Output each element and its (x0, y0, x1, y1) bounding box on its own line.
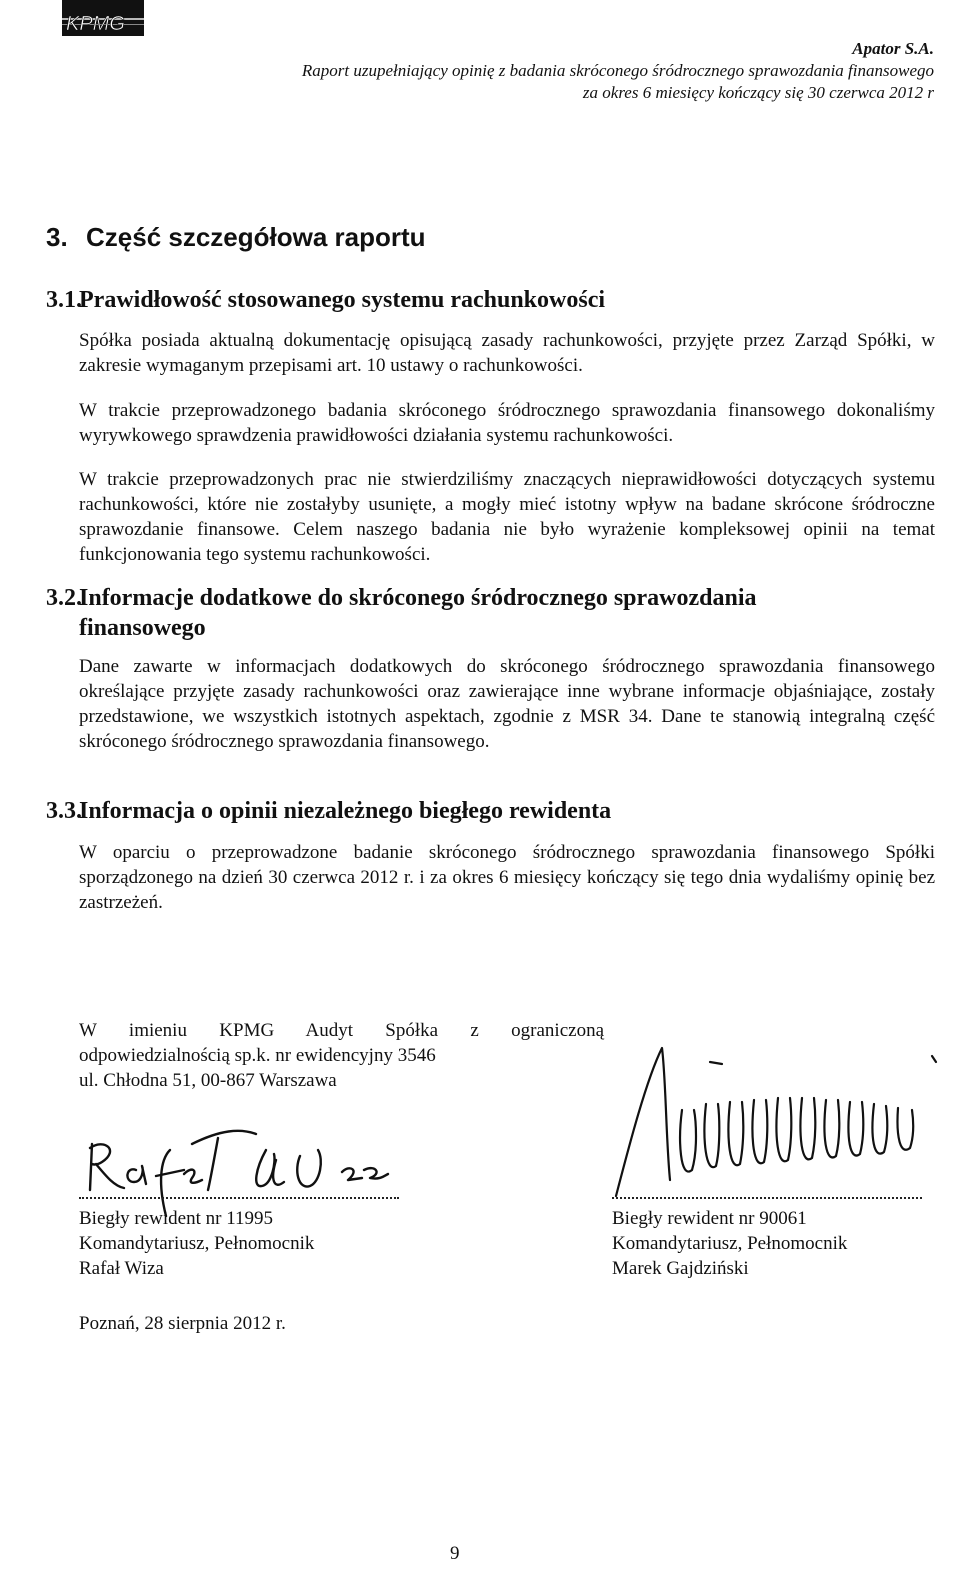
running-header (302, 38, 934, 104)
section-3-title: Część szczegółowa raportu (86, 222, 426, 252)
signatory-2-line-3: Marek Gajdziński (612, 1258, 749, 1279)
header-line-1: Raport uzupełniający opinię z badania skróconego śródrocznego sprawozdania finansowego (301, 61, 934, 80)
signatory-1-line-1: Biegły rewident nr 11995 (79, 1208, 274, 1229)
section-3-1-title: Prawidłowość stosowanego systemu rachunkowości (79, 287, 606, 313)
firm-line-1: W imieniu KPMG Audyt Spółka z ograniczoną (79, 1020, 604, 1041)
kpmg-logo (62, 0, 144, 36)
signature-1-line (79, 1197, 399, 1199)
section-3-2-number: 3.2. (46, 585, 82, 611)
section-3-1-paragraph-1: Spółka posiada aktualną dokumentację opisującą zasady rachunkowości, przyjęte przez Zarząd Spółki, w zakresie wymaganym przepisami art. 10 ustawy o rachunkowości. (79, 330, 935, 376)
signature-2-line (612, 1197, 922, 1199)
section-3-3-title: Informacja o opinii niezależnego biegłego rewidenta (79, 798, 612, 824)
section-3-1-number: 3.1. (46, 287, 82, 313)
section-3-heading (46, 222, 426, 253)
section-3-2-heading (46, 583, 839, 643)
firm-line-2: odpowiedzialnością sp.k. nr ewidencyjny 3546 (79, 1045, 436, 1066)
signature-1-handwriting (80, 1120, 400, 1220)
place-and-date: Poznań, 28 sierpnia 2012 r. (79, 1313, 286, 1334)
section-3-1-paragraph-2: W trakcie przeprowadzonego badania skróconego śródrocznego sprawozdania finansowego dokonaliśmy wyrywkowego sprawdzenia prawidłowości działania systemu rachunkowości. (79, 400, 935, 446)
header-line-2: za okres 6 miesięcy kończący się 30 czerwca 2012 r (582, 83, 934, 102)
signatory-1-block (79, 1206, 314, 1281)
section-3-3-number: 3.3. (46, 798, 82, 824)
section-3-2-paragraph-1: Dane zawarte w informacjach dodatkowych do skróconego śródrocznego sprawozdania finansowego określające przyjęte zasady rachunkowości oraz zawierające inne wybrane informacje objaśniające, zostały przedstawione, we wszystkich istotnych aspektach, zgodnie z MSR 34. Dane te stanowią integralną część skróconego śródrocznego sprawozdania finansowego. (79, 656, 935, 752)
section-3-number: 3. (46, 222, 68, 252)
section-3-1-heading (46, 285, 899, 315)
firm-block (79, 1018, 604, 1093)
signatory-2-line-2: Komandytariusz, Pełnomocnik (612, 1233, 848, 1254)
signatory-1-line-3: Rafał Wiza (79, 1258, 164, 1279)
page-number: 9 (450, 1543, 460, 1564)
signatory-2-block (612, 1206, 847, 1281)
signature-2-handwriting (610, 1040, 940, 1200)
section-3-2-title: Informacje dodatkowe do skróconego śródrocznego sprawozdania finansowego (79, 585, 757, 641)
section-3-3-paragraph-1: W oparciu o przeprowadzone badanie skróconego śródrocznego sprawozdania finansowego Spółki sporządzonego na dzień 30 czerwca 2012 r. i za okres 6 miesięcy kończący się tego dnia wydaliśmy opinię bez zastrzeżeń. (79, 842, 935, 913)
section-3-3-heading (46, 796, 899, 826)
signatory-1-line-2: Komandytariusz, Pełnomocnik (79, 1233, 315, 1254)
signatory-2-line-1: Biegły rewident nr 90061 (612, 1208, 807, 1229)
section-3-1-paragraph-3: W trakcie przeprowadzonych prac nie stwierdziliśmy znaczących nieprawidłowości dotyczących systemu rachunkowości, które nie zostałyby usunięte, a mogły mieć istotny wpływ na badane skrócone śródroczne sprawozdanie finansowe. Celem naszego badania nie było wyrażenie kompleksowej opinii na temat funkcjonowania tego systemu rachunkowości. (79, 469, 935, 565)
firm-line-3: ul. Chłodna 51, 00-867 Warszawa (79, 1070, 337, 1091)
kpmg-logo-text: KPMG (66, 13, 125, 35)
header-company: Apator S.A. (852, 39, 934, 58)
